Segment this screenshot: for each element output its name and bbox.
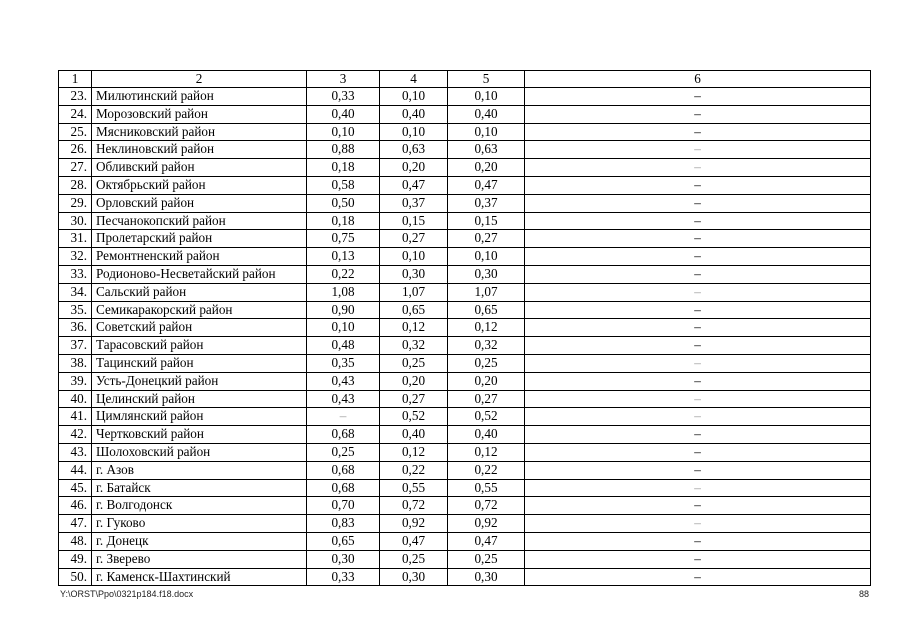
value-col-5: 0,10 — [448, 88, 525, 106]
value-col-5: 0,12 — [448, 319, 525, 337]
value-col-5: 0,20 — [448, 372, 525, 390]
value-col-5: 0,72 — [448, 497, 525, 515]
table-row — [59, 319, 871, 337]
table-row — [59, 532, 871, 550]
table-row — [59, 265, 871, 283]
value-col-5: 0,32 — [448, 337, 525, 355]
value-col-4: 0,27 — [380, 390, 448, 408]
value-col-5: 0,10 — [448, 248, 525, 266]
note-col-6: – — [525, 408, 871, 426]
footer-page-number: 88 — [858, 589, 869, 599]
table-row — [59, 337, 871, 355]
note-col-6: – — [525, 479, 871, 497]
table-row — [59, 443, 871, 461]
table-row — [59, 301, 871, 319]
value-col-3: 0,70 — [307, 497, 380, 515]
value-col-5: 0,15 — [448, 212, 525, 230]
value-col-5: 0,63 — [448, 141, 525, 159]
row-number: 26. — [59, 141, 92, 159]
value-col-4: 0,10 — [380, 88, 448, 106]
row-number: 48. — [59, 532, 92, 550]
table-row — [59, 372, 871, 390]
note-col-6: – — [525, 550, 871, 568]
table-row — [59, 88, 871, 106]
note-col-6: – — [525, 176, 871, 194]
note-col-6: – — [525, 212, 871, 230]
value-col-4: 0,15 — [380, 212, 448, 230]
note-col-6: – — [525, 426, 871, 444]
district-name: г. Волгодонск — [92, 497, 307, 515]
value-col-4: 0,30 — [380, 568, 448, 586]
value-col-4: 0,92 — [380, 515, 448, 533]
value-col-3: 0,58 — [307, 176, 380, 194]
value-col-5: 0,25 — [448, 354, 525, 372]
value-col-3: 0,10 — [307, 319, 380, 337]
row-number: 27. — [59, 159, 92, 177]
table-row — [59, 408, 871, 426]
value-col-4: 0,10 — [380, 123, 448, 141]
district-name: Семикаракорский район — [92, 301, 307, 319]
value-col-4: 0,12 — [380, 443, 448, 461]
row-number: 37. — [59, 337, 92, 355]
value-col-5: 0,55 — [448, 479, 525, 497]
row-number: 24. — [59, 105, 92, 123]
value-col-4: 0,63 — [380, 141, 448, 159]
value-col-4: 0,32 — [380, 337, 448, 355]
table-row — [59, 426, 871, 444]
value-col-3: 0,68 — [307, 479, 380, 497]
table-row — [59, 176, 871, 194]
table-row — [59, 141, 871, 159]
district-name: Морозовский район — [92, 105, 307, 123]
row-number: 25. — [59, 123, 92, 141]
table-row — [59, 159, 871, 177]
note-col-6: – — [525, 123, 871, 141]
value-col-5: 0,40 — [448, 426, 525, 444]
value-col-4: 0,30 — [380, 265, 448, 283]
district-name: г. Батайск — [92, 479, 307, 497]
value-col-4: 0,65 — [380, 301, 448, 319]
row-number: 35. — [59, 301, 92, 319]
note-col-6: – — [525, 194, 871, 212]
value-col-5: 0,30 — [448, 568, 525, 586]
header-row — [59, 71, 871, 88]
value-col-3: 0,88 — [307, 141, 380, 159]
district-name: г. Каменск-Шахтинский — [92, 568, 307, 586]
district-name: Тацинский район — [92, 354, 307, 372]
row-number: 44. — [59, 461, 92, 479]
district-name: Обливский район — [92, 159, 307, 177]
value-col-3: 0,90 — [307, 301, 380, 319]
value-col-3: 0,22 — [307, 265, 380, 283]
value-col-3: 1,08 — [307, 283, 380, 301]
note-col-6: – — [525, 283, 871, 301]
row-number: 49. — [59, 550, 92, 568]
note-col-6: – — [525, 88, 871, 106]
value-col-3: 0,43 — [307, 372, 380, 390]
value-col-5: 0,27 — [448, 230, 525, 248]
district-name: Советский район — [92, 319, 307, 337]
value-col-3: 0,68 — [307, 461, 380, 479]
note-col-6: – — [525, 319, 871, 337]
value-col-4: 0,72 — [380, 497, 448, 515]
table-row — [59, 479, 871, 497]
value-col-3: 0,30 — [307, 550, 380, 568]
district-name: г. Зверево — [92, 550, 307, 568]
value-col-3: 0,18 — [307, 159, 380, 177]
row-number: 43. — [59, 443, 92, 461]
value-col-3: 0,65 — [307, 532, 380, 550]
note-col-6: – — [525, 337, 871, 355]
value-col-5: 1,07 — [448, 283, 525, 301]
row-number: 28. — [59, 176, 92, 194]
note-col-6: – — [525, 265, 871, 283]
value-col-3: – — [307, 408, 380, 426]
value-col-5: 0,30 — [448, 265, 525, 283]
value-col-5: 0,92 — [448, 515, 525, 533]
header-cell-5: 5 — [448, 71, 525, 88]
value-col-4: 1,07 — [380, 283, 448, 301]
row-number: 45. — [59, 479, 92, 497]
value-col-5: 0,47 — [448, 176, 525, 194]
value-col-3: 0,40 — [307, 105, 380, 123]
district-name: г. Донецк — [92, 532, 307, 550]
row-number: 32. — [59, 248, 92, 266]
row-number: 31. — [59, 230, 92, 248]
note-col-6: – — [525, 515, 871, 533]
district-name: Мясниковский район — [92, 123, 307, 141]
value-col-3: 0,35 — [307, 354, 380, 372]
value-col-3: 0,33 — [307, 568, 380, 586]
value-col-4: 0,47 — [380, 532, 448, 550]
district-name: Шолоховский район — [92, 443, 307, 461]
table-row — [59, 568, 871, 586]
district-name: г. Гуково — [92, 515, 307, 533]
value-col-3: 0,48 — [307, 337, 380, 355]
row-number: 47. — [59, 515, 92, 533]
value-col-4: 0,12 — [380, 319, 448, 337]
value-col-3: 0,25 — [307, 443, 380, 461]
value-col-4: 0,27 — [380, 230, 448, 248]
value-col-5: 0,12 — [448, 443, 525, 461]
table-row — [59, 354, 871, 372]
note-col-6: – — [525, 372, 871, 390]
value-col-4: 0,40 — [380, 105, 448, 123]
header-cell-1: 1 — [59, 71, 92, 88]
value-col-3: 0,83 — [307, 515, 380, 533]
row-number: 50. — [59, 568, 92, 586]
value-col-4: 0,20 — [380, 372, 448, 390]
value-col-4: 0,20 — [380, 159, 448, 177]
note-col-6: – — [525, 141, 871, 159]
district-name: Пролетарский район — [92, 230, 307, 248]
row-number: 30. — [59, 212, 92, 230]
value-col-3: 0,33 — [307, 88, 380, 106]
note-col-6: – — [525, 301, 871, 319]
value-col-3: 0,10 — [307, 123, 380, 141]
row-number: 40. — [59, 390, 92, 408]
district-name: Усть-Донецкий район — [92, 372, 307, 390]
row-number: 42. — [59, 426, 92, 444]
value-col-4: 0,52 — [380, 408, 448, 426]
table-row — [59, 550, 871, 568]
header-cell-3: 3 — [307, 71, 380, 88]
footer-file-path: Y:\ORST\Ppo\0321p184.f18.docx — [60, 589, 194, 599]
value-col-4: 0,55 — [380, 479, 448, 497]
value-col-3: 0,50 — [307, 194, 380, 212]
table-row — [59, 105, 871, 123]
value-col-5: 0,52 — [448, 408, 525, 426]
value-col-5: 0,65 — [448, 301, 525, 319]
value-col-3: 0,68 — [307, 426, 380, 444]
district-name: г. Азов — [92, 461, 307, 479]
header-cell-2: 2 — [92, 71, 307, 88]
district-name: Милютинский район — [92, 88, 307, 106]
value-col-5: 0,37 — [448, 194, 525, 212]
district-name: Орловский район — [92, 194, 307, 212]
note-col-6: – — [525, 568, 871, 586]
value-col-5: 0,22 — [448, 461, 525, 479]
value-col-4: 0,40 — [380, 426, 448, 444]
note-col-6: – — [525, 443, 871, 461]
table-row — [59, 123, 871, 141]
row-number: 38. — [59, 354, 92, 372]
value-col-4: 0,25 — [380, 550, 448, 568]
district-name: Целинский район — [92, 390, 307, 408]
district-name: Ремонтненский район — [92, 248, 307, 266]
value-col-3: 0,75 — [307, 230, 380, 248]
value-col-5: 0,25 — [448, 550, 525, 568]
note-col-6: – — [525, 390, 871, 408]
row-number: 29. — [59, 194, 92, 212]
district-name: Чертковский район — [92, 426, 307, 444]
note-col-6: – — [525, 532, 871, 550]
value-col-5: 0,40 — [448, 105, 525, 123]
table-row — [59, 515, 871, 533]
value-col-5: 0,47 — [448, 532, 525, 550]
row-number: 39. — [59, 372, 92, 390]
note-col-6: – — [525, 461, 871, 479]
table-row — [59, 461, 871, 479]
table-row — [59, 390, 871, 408]
value-col-4: 0,47 — [380, 176, 448, 194]
value-col-5: 0,27 — [448, 390, 525, 408]
table-row — [59, 497, 871, 515]
value-col-3: 0,18 — [307, 212, 380, 230]
value-col-3: 0,13 — [307, 248, 380, 266]
table-row — [59, 212, 871, 230]
table-row — [59, 230, 871, 248]
value-col-4: 0,22 — [380, 461, 448, 479]
note-col-6: – — [525, 497, 871, 515]
value-col-4: 0,10 — [380, 248, 448, 266]
row-number: 23. — [59, 88, 92, 106]
value-col-4: 0,37 — [380, 194, 448, 212]
value-col-3: 0,43 — [307, 390, 380, 408]
district-name: Неклиновский район — [92, 141, 307, 159]
district-name: Октябрьский район — [92, 176, 307, 194]
district-name: Сальский район — [92, 283, 307, 301]
table-row — [59, 194, 871, 212]
note-col-6: – — [525, 248, 871, 266]
row-number: 41. — [59, 408, 92, 426]
row-number: 36. — [59, 319, 92, 337]
table-row — [59, 248, 871, 266]
value-col-4: 0,25 — [380, 354, 448, 372]
row-number: 33. — [59, 265, 92, 283]
header-cell-6: 6 — [525, 71, 871, 88]
note-col-6: – — [525, 354, 871, 372]
value-col-5: 0,10 — [448, 123, 525, 141]
district-name: Цимлянский район — [92, 408, 307, 426]
note-col-6: – — [525, 230, 871, 248]
district-name: Родионово-Несветайский район — [92, 265, 307, 283]
district-name: Тарасовский район — [92, 337, 307, 355]
header-cell-4: 4 — [380, 71, 448, 88]
note-col-6: – — [525, 105, 871, 123]
row-number: 46. — [59, 497, 92, 515]
table-row — [59, 283, 871, 301]
district-name: Песчанокопский район — [92, 212, 307, 230]
row-number: 34. — [59, 283, 92, 301]
district-table — [58, 70, 871, 586]
note-col-6: – — [525, 159, 871, 177]
value-col-5: 0,20 — [448, 159, 525, 177]
